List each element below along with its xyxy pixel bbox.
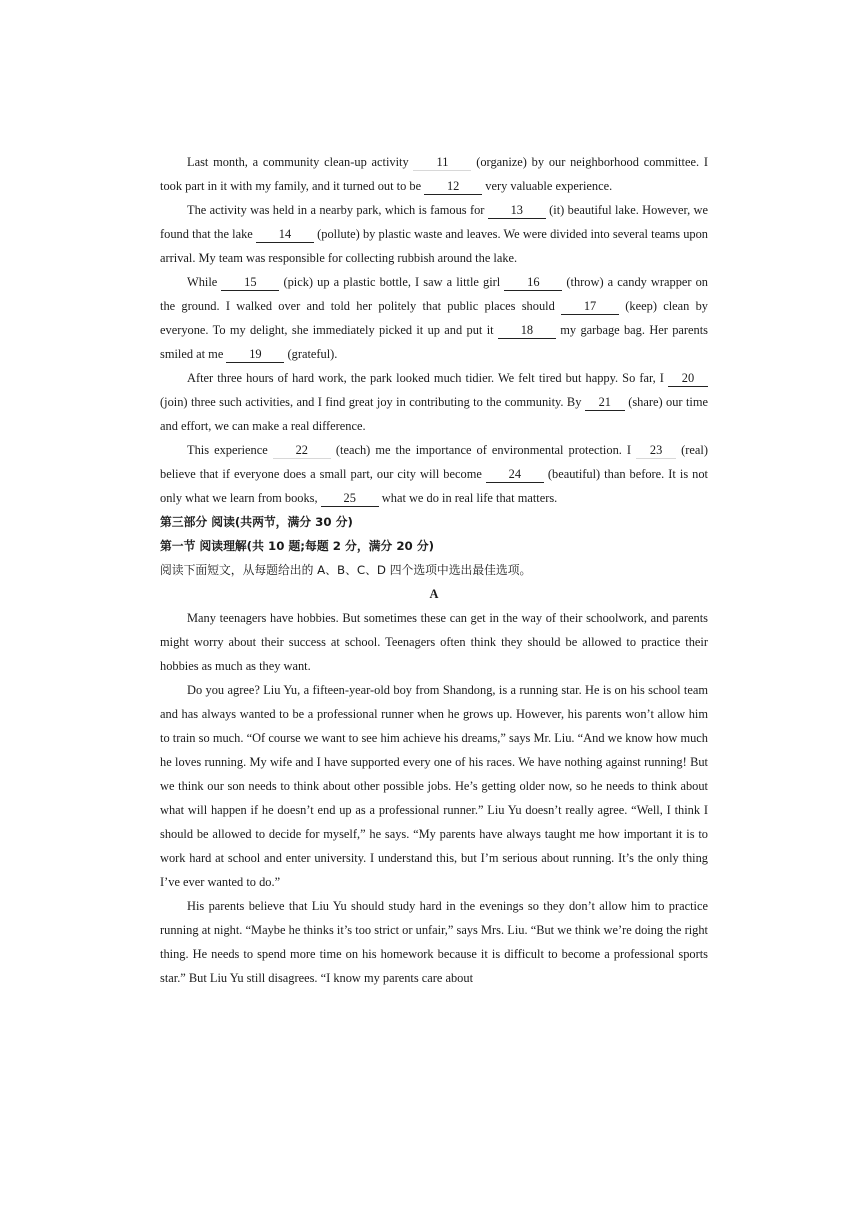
reading-paragraph-1: Many teenagers have hobbies. But sometimes these can get in the way of their schoolwork, and parents might worry about their success at school. Teenagers often think they should be allowed to practice their hobbies as much as they want. (160, 611, 708, 673)
cloze-paragraph-4: After three hours of hard work, the park looked much tidier. We felt tired but happy. So far, I 20 (join) three such activities, and I find great joy in contributing to the community. By 21 (share) our time and effort, we can make a real difference. (160, 371, 708, 433)
blank-15: 15 (221, 275, 279, 291)
blank-23: 23 (636, 443, 676, 459)
cloze-paragraph-5: This experience 22 (teach) me the importance of environmental protection. I 23 (real) believe that if everyone does a small part, our city will become 24 (beautiful) than before. It is not only what we learn from books, 25 what we do in real life that matters. (160, 443, 708, 505)
cloze-paragraph-3: While 15 (pick) up a plastic bottle, I saw a little girl 16 (throw) a candy wrapper on the ground. I walked over and told her politely that public places should 17 (keep) clean by everyone. To my delight, she immediately picked it up and put it 18 my garbage bag. Her parents smiled at me 19 (grateful). (160, 275, 709, 361)
cloze-paragraph-2: The activity was held in a nearby park, which is famous for 13 (it) beautiful lake. However, we found that the lake 14 (pollute) by plastic waste and leaves. We were divided into several teams upon arrival. My team was responsible for collecting rubbish around the lake. (160, 203, 708, 265)
passage-label: A (429, 587, 439, 601)
reading-paragraph-2: Do you agree? Liu Yu, a fifteen-year-old boy from Shandong, is a running star. He is on his school team and has always wanted to be a professional runner when he grows up. However, his parents won’t allow him to train so much. “Of course we want to see him achieve his dreams,” says Mr. Liu. “And we know how much he loves running. My wife and I have supported every one of his races. We have nothing against running! But we think our son needs to think about other possible jobs. He’s getting older now, so he needs to think about what will happen if he doesn’t end up as a professional runner.” Liu Yu doesn’t really agree. “Well, I think I should be allowed to decide for myself,” he says. “My parents have always taught me how important it is to work hard at school and enter university. I understand this, but I’m serious about running. It’s the only thing I’ve ever wanted to do.” (160, 683, 708, 889)
blank-18: 18 (498, 323, 556, 339)
exam-page (160, 150, 708, 990)
section1-heading: 第一节 阅读理解(共 10 题;每题 2 分，满分 20 分) (160, 539, 435, 553)
reading-paragraph-3: His parents believe that Liu Yu should study hard in the evenings so they don’t allow him to practice running at night. “Maybe he thinks it’s too strict or unfair,” says Mrs. Liu. “But we think we’re doing the right thing. He needs to spend more time on his homework because it is difficult to become a professional sports star.” But Liu Yu still disagrees. “I know my parents care about (160, 899, 708, 985)
reading-instructions: 阅读下面短文，从每题给出的 A、B、C、D 四个选项中选出最佳选项。 (160, 563, 532, 577)
blank-21: 21 (585, 395, 625, 411)
blank-25: 25 (321, 491, 379, 507)
blank-20: 20 (668, 371, 708, 387)
blank-16: 16 (504, 275, 562, 291)
blank-13: 13 (488, 203, 546, 219)
blank-11: 11 (413, 155, 471, 171)
blank-19: 19 (226, 347, 284, 363)
blank-12: 12 (424, 179, 482, 195)
part3-heading: 第三部分 阅读(共两节，满分 30 分) (160, 515, 353, 529)
blank-22: 22 (273, 443, 331, 459)
blank-17: 17 (561, 299, 619, 315)
cloze-paragraph-1: Last month, a community clean-up activity 11 (organize) by our neighborhood committee. I took part in it with my family, and it turned out to be 12 very valuable experience. (160, 155, 708, 193)
blank-14: 14 (256, 227, 314, 243)
blank-24: 24 (486, 467, 544, 483)
